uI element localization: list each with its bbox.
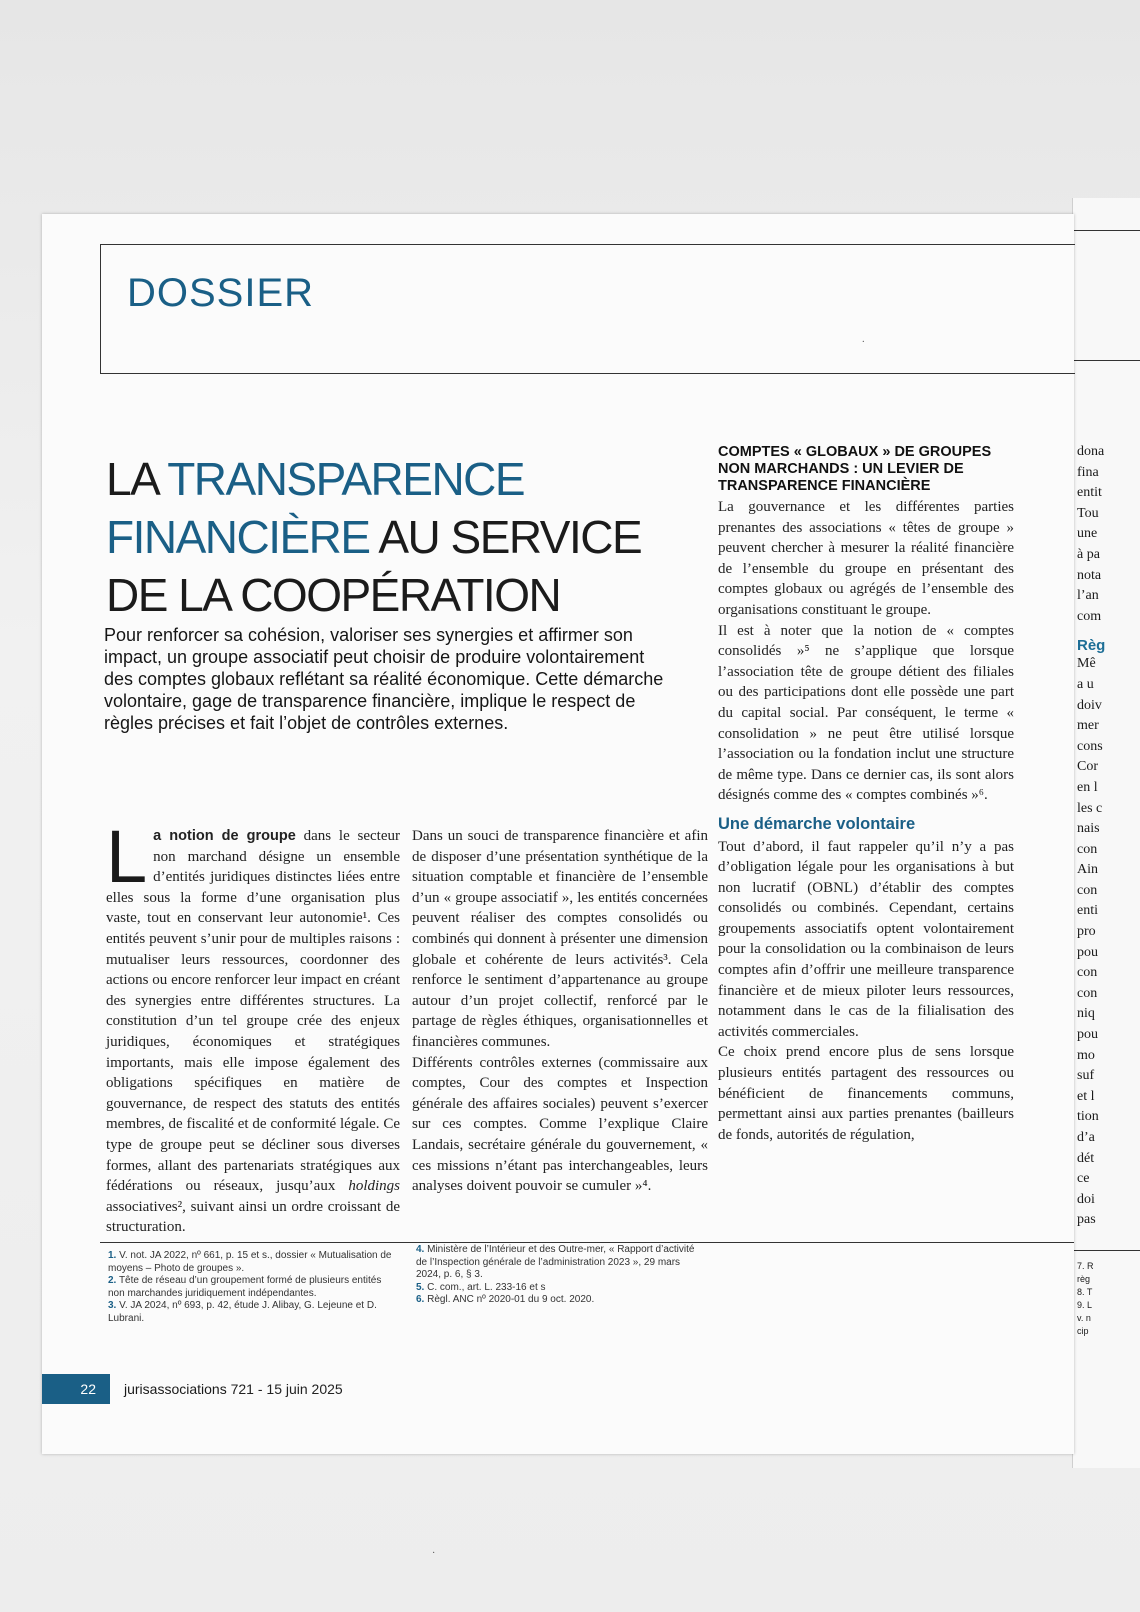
footnotes-right	[416, 1244, 706, 1307]
np-footnotes	[1073, 1260, 1094, 1338]
footnote-number: 6.	[416, 1294, 425, 1305]
footnote-number: 5.	[416, 1281, 425, 1293]
np-line: mo	[1077, 1047, 1095, 1063]
np-line: pou	[1077, 944, 1098, 960]
np-line: les c	[1077, 800, 1103, 816]
np-heading: Règ	[1077, 637, 1106, 655]
np-note: règ	[1077, 1274, 1091, 1284]
footnotes-left	[108, 1250, 398, 1325]
next-page-fragment	[1072, 198, 1140, 1468]
np-line: Ain	[1077, 862, 1098, 878]
footnote	[108, 1250, 398, 1275]
next-page-footnote-rule	[1073, 1250, 1140, 1251]
paragraph-text: dans le secteur non marchand désigne un ensemble d’entités juridiques distinctes liées entre elles sous la forme d’une organisation plus vaste, tout en conservant leur autonomie¹. Ces entités peuvent s’unir pour de multiples raisons : mutualiser leurs ressources, coordonner des actions ou encore renforcer leur impact en créant des synergies entre différentes structures. La constitution d’un tel groupe crée des enjeux juridiques, économiques et stratégiques importants, mais elle impose également des obligations spécifiques en matière de gouvernance, de respect des statuts des entités membres, de fiscalité et de conformité légale. Ce type de groupe peut se décliner sous diverses formes, allant des partenariats stratégiques aux fédérations ou réseaux, jusqu’aux	[106, 828, 401, 1195]
paragraph: Tout d’abord, il faut rappeler qu’il n’y a pas d’obligation légale pour les organisations à but non lucratif (OBNL) d’établir des comptes consolidés ou combinés. Cependant, certains groupements associatifs optent volontairement pour la consolidation ou la combinaison de leurs comptes afin d’offrir une meilleure transparence financière et de mieux piloter leurs ressources, notamment dans le cas de la filialisation des activités commerciales.	[718, 838, 1014, 1040]
footnote	[416, 1244, 706, 1282]
lead-in: a notion de groupe	[153, 828, 296, 844]
body-column-1	[106, 815, 401, 1238]
np-line: nota	[1077, 567, 1102, 583]
section-label: DOSSIER	[127, 271, 315, 315]
np-line: fina	[1077, 464, 1099, 480]
np-note: 9. L	[1077, 1300, 1093, 1310]
section-heading: COMPTES « GLOBAUX » DE GROUPES NON MARCHANDS : UN LEVIER DE TRANSPARENCE FINANCIÈRE	[718, 444, 992, 494]
scan-dot: ·	[432, 1548, 436, 1559]
section-header	[100, 244, 1075, 374]
np-line: suf	[1077, 1068, 1095, 1084]
np-line: mer	[1077, 718, 1099, 734]
np-line: en l	[1077, 779, 1098, 795]
np-note: 7. R	[1077, 1261, 1094, 1271]
np-line: d’a	[1077, 1130, 1095, 1145]
footnote-text: C. com., art. L. 233-16 et s	[427, 1281, 546, 1293]
drop-cap: L	[106, 815, 148, 898]
footnote-text: Tête de réseau d’un groupement formé de plusieurs entités non marchandes juridiquement indépendantes.	[108, 1275, 382, 1299]
paragraph: La gouvernance et les différentes parties prenantes des associations « têtes de groupe » peuvent chercher à mesurer la réalité financière de l’ensemble du groupe en présentant des comptes globaux ou agrégés de l’ensemble des organisations constituant le groupe.	[718, 499, 1014, 618]
paragraph: Il est à noter que la notion de « comptes consolidés »⁵ ne s’applique que lorsque l’association tête de groupe détient des filiales ou des participations dont elle possède une part du capital social. Par conséquent, le terme « consolidation » ne peut être utilisé lorsque l’association ou la fondation inclut une structure de même type. Dans ce dernier cas, ils sont alors désignés comme des « comptes combinés »⁶.	[718, 622, 1014, 804]
title-word: AU SERVICE	[369, 511, 642, 563]
publication-name: jurisassociations	[124, 1381, 227, 1397]
np-line: Tou	[1077, 505, 1099, 521]
scan-dot: ·	[861, 337, 865, 348]
issue-info: 721 - 15 juin 2025	[226, 1381, 343, 1397]
magazine-page	[42, 214, 1074, 1454]
title-word: LA	[106, 453, 168, 505]
np-line: a u	[1077, 676, 1094, 692]
footnote	[416, 1282, 706, 1295]
np-line: et l	[1077, 1088, 1095, 1104]
footnote	[108, 1300, 398, 1325]
subheading: Une démarche volontaire	[718, 814, 916, 833]
article-title	[106, 450, 666, 624]
np-line: com	[1077, 608, 1102, 624]
np-line: tion	[1077, 1109, 1099, 1125]
page-number: 22	[42, 1374, 110, 1404]
footnote-text: V. not. JA 2022, nº 661, p. 15 et s., dossier « Mutualisation de moyens – Photo de groupes ».	[108, 1250, 392, 1274]
np-line: doi	[1077, 1191, 1095, 1207]
np-line: pas	[1077, 1212, 1096, 1228]
np-line: l’an	[1077, 588, 1099, 604]
article-lead: Pour renforcer sa cohésion, valoriser ses synergies et affirmer son impact, un groupe associatif peut choisir de produire volontairement des comptes globaux reflétant sa réalité économique. Cette démarche volontaire, gage de transparence financière, implique le respect de règles précises et fait l’objet de contrôles externes.	[104, 625, 664, 733]
footnote-rule	[100, 1242, 1074, 1243]
np-line: cons	[1077, 738, 1103, 754]
np-line: à pa	[1077, 546, 1100, 562]
np-line: ce	[1077, 1171, 1090, 1187]
footnote-text: Règl. ANC nº 2020-01 du 9 oct. 2020.	[427, 1294, 595, 1305]
next-page-column	[1073, 442, 1105, 1231]
footnote-number: 2.	[108, 1275, 117, 1286]
footnote-number: 4.	[416, 1244, 425, 1255]
next-page-header-rule	[1073, 360, 1140, 361]
np-line: con	[1077, 841, 1098, 857]
np-line: pou	[1077, 1027, 1098, 1043]
paragraph: Différents contrôles externes (commissaire aux comptes, Cour des comptes et Inspection générale des affaires sociales) peuvent s’exercer sur ces comptes. Comme l’explique Claire Landais, secrétaire générale du gouvernement, « ces missions n’étant pas interchangeables, leurs analyses doivent pouvoir se cumuler »⁴.	[412, 1054, 708, 1195]
body-column-3	[718, 444, 1014, 1145]
np-line: une	[1077, 526, 1098, 542]
footnote-number: 1.	[108, 1250, 117, 1261]
np-note: 8. T	[1077, 1287, 1093, 1297]
running-footer	[124, 1381, 343, 1397]
footnote	[416, 1294, 706, 1307]
paragraph: Dans un souci de transparence financière et afin de disposer d’une présentation synthétique de la situation comptable et financière de l’ensemble d’un « groupe associatif », les entités concernées peuvent réaliser des comptes consolidés ou combinés qui donnent à présenter une dimension globale et cohérente de leurs activités³. Cela renforce le sentiment d’appartenance au groupe autour d’un projet collectif, renforcé par le partage de règles éthiques, organisationnelles et financières communes.	[412, 828, 708, 1050]
footnote-text: V. JA 2024, nº 693, p. 42, étude J. Alibay, G. Lejeune et D. Lubrani.	[108, 1300, 377, 1324]
title-accent-word: TRANSPARENCE	[167, 453, 525, 505]
np-note: cip	[1077, 1326, 1089, 1336]
title-word: DE LA COOPÉRATION	[106, 569, 561, 621]
np-line: doiv	[1077, 697, 1102, 713]
np-line: Cor	[1077, 759, 1098, 775]
paragraph: Ce choix prend encore plus de sens lorsque plusieurs entités partagent des ressources ou bénéficient de financements communs, permettant ainsi aux parties prenantes (bailleurs de fonds, autorités de régulation,	[718, 1044, 1014, 1143]
np-note: v. n	[1077, 1313, 1091, 1323]
title-accent-word: FINANCIÈRE	[106, 511, 370, 563]
np-line: Mê	[1077, 656, 1096, 672]
np-line: con	[1077, 985, 1098, 1001]
np-line: enti	[1077, 903, 1098, 919]
footnote-number: 3.	[108, 1300, 117, 1311]
np-line: dona	[1077, 444, 1105, 459]
np-line: pro	[1077, 924, 1096, 940]
next-page-top-rule	[1073, 230, 1140, 231]
np-line: niq	[1077, 1006, 1095, 1022]
np-line: con	[1077, 965, 1098, 981]
np-line: dét	[1077, 1150, 1095, 1166]
footnote	[108, 1275, 398, 1300]
np-line: nais	[1077, 821, 1100, 837]
np-line: con	[1077, 882, 1098, 898]
body-column-2	[412, 826, 708, 1197]
footnote-text: Ministère de l’Intérieur et des Outre-mer, « Rapport d’activité de l’Inspection générale de l’administration 2023 », 29 mars 2024, p. 6, § 3.	[416, 1244, 695, 1280]
paragraph-text: associatives², suivant ainsi un ordre croissant de structuration.	[106, 1198, 400, 1236]
italic-term: holdings	[348, 1178, 400, 1195]
np-line: entit	[1077, 485, 1102, 501]
